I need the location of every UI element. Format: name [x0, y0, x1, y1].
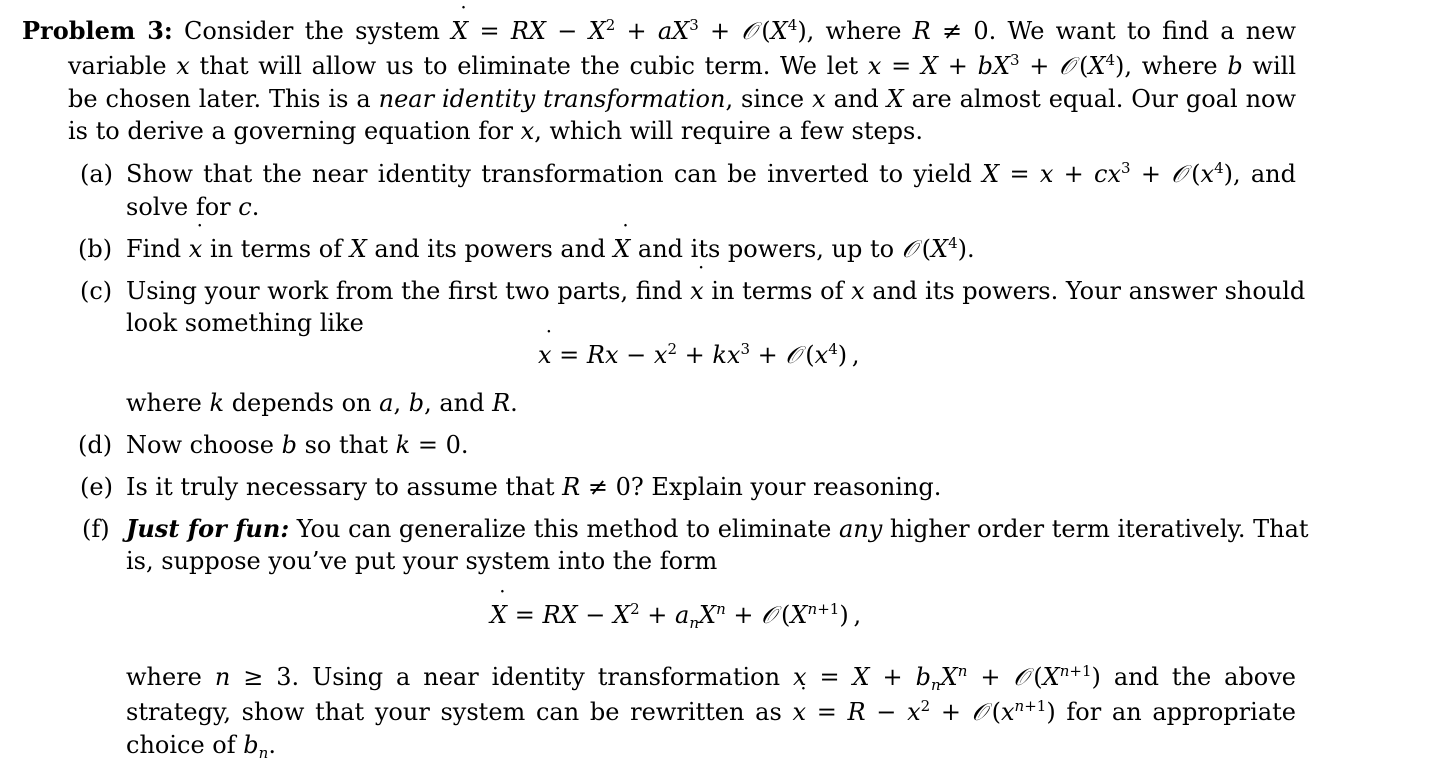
part-f-label: (f)	[82, 515, 110, 543]
part-a-line-1: Show that the near identity transformation can be inverted to yield $X = x + cx^3$ + 𝒪 $(x^4)$, and	[126, 159, 1296, 188]
part-f-equation: X ˙ = RX − $X^2 + a_nX^n$ + 𝒪 $(X^{n+1})$ ,	[490, 600, 861, 630]
part-f-line-1: Just for fun: You can generalize this method to eliminate any higher order term iteratively. That	[126, 514, 1309, 543]
problem-title: Problem 3:	[22, 16, 173, 45]
part-f-line-2: is, suppose you’ve put your system into the form	[126, 547, 718, 575]
part-c-equation: x ˙ = $Rx - x^2 + kx^3$ + 𝒪 $(x^4)$ ,	[538, 340, 860, 370]
part-c-label: (c)	[80, 277, 113, 305]
part-d-label: (d)	[78, 431, 113, 459]
part-a-line-2: solve for c.	[126, 193, 260, 221]
part-f-line-3: where n ≥ 3. Using a near identity transformation $x = X + b_nX^n$ + 𝒪 $(X^{n+1})$ and the above	[126, 662, 1296, 694]
part-c-line-1: Using your work from the first two parts, find x ˙ in terms of x and its powers. Your answer should	[126, 276, 1296, 306]
part-c-line-2: look something like	[126, 309, 364, 337]
part-c-line-3: where k depends on a, b, and R.	[126, 389, 518, 417]
intro-line-4: is to derive a governing equation for x, which will require a few steps.	[68, 117, 923, 145]
part-e-line-1: Is it truly necessary to assume that R ≠ 0? Explain your reasoning.	[126, 473, 942, 501]
part-d-line-1: Now choose b so that k = 0.	[126, 431, 469, 459]
part-a-label: (a)	[80, 160, 114, 188]
intro-line-1: Problem 3: Consider the system X ˙ = RX − $X^2 + aX^3$ + 𝒪 $(X^4)$, where R ≠ 0. We want to find a new	[22, 16, 1296, 46]
part-f-line-4: strategy, show that your system can be rewritten as x ˙ = $R - x^2$ + 𝒪 $(x^{n+1})$ for an appropriate	[126, 697, 1296, 727]
intro-line-2: variable x that will allow us to eliminate the cubic term. We let $x = X + bX^3$ + 𝒪 $(X^4)$, where b will	[68, 51, 1296, 80]
part-b-line-1: Find x ˙ in terms of X and its powers and X ˙ and its powers, up to 𝒪 $(X^4)$.	[126, 234, 975, 264]
part-e-label: (e)	[80, 473, 113, 501]
intro-line-3: be chosen later. This is a near identity transformation, since x and X are almost equal. Our goal now	[68, 85, 1297, 113]
part-f-line-5: choice of $b_n$.	[126, 731, 276, 762]
part-b-label: (b)	[78, 235, 113, 263]
part-f-lead: Just for fun:	[126, 514, 290, 543]
